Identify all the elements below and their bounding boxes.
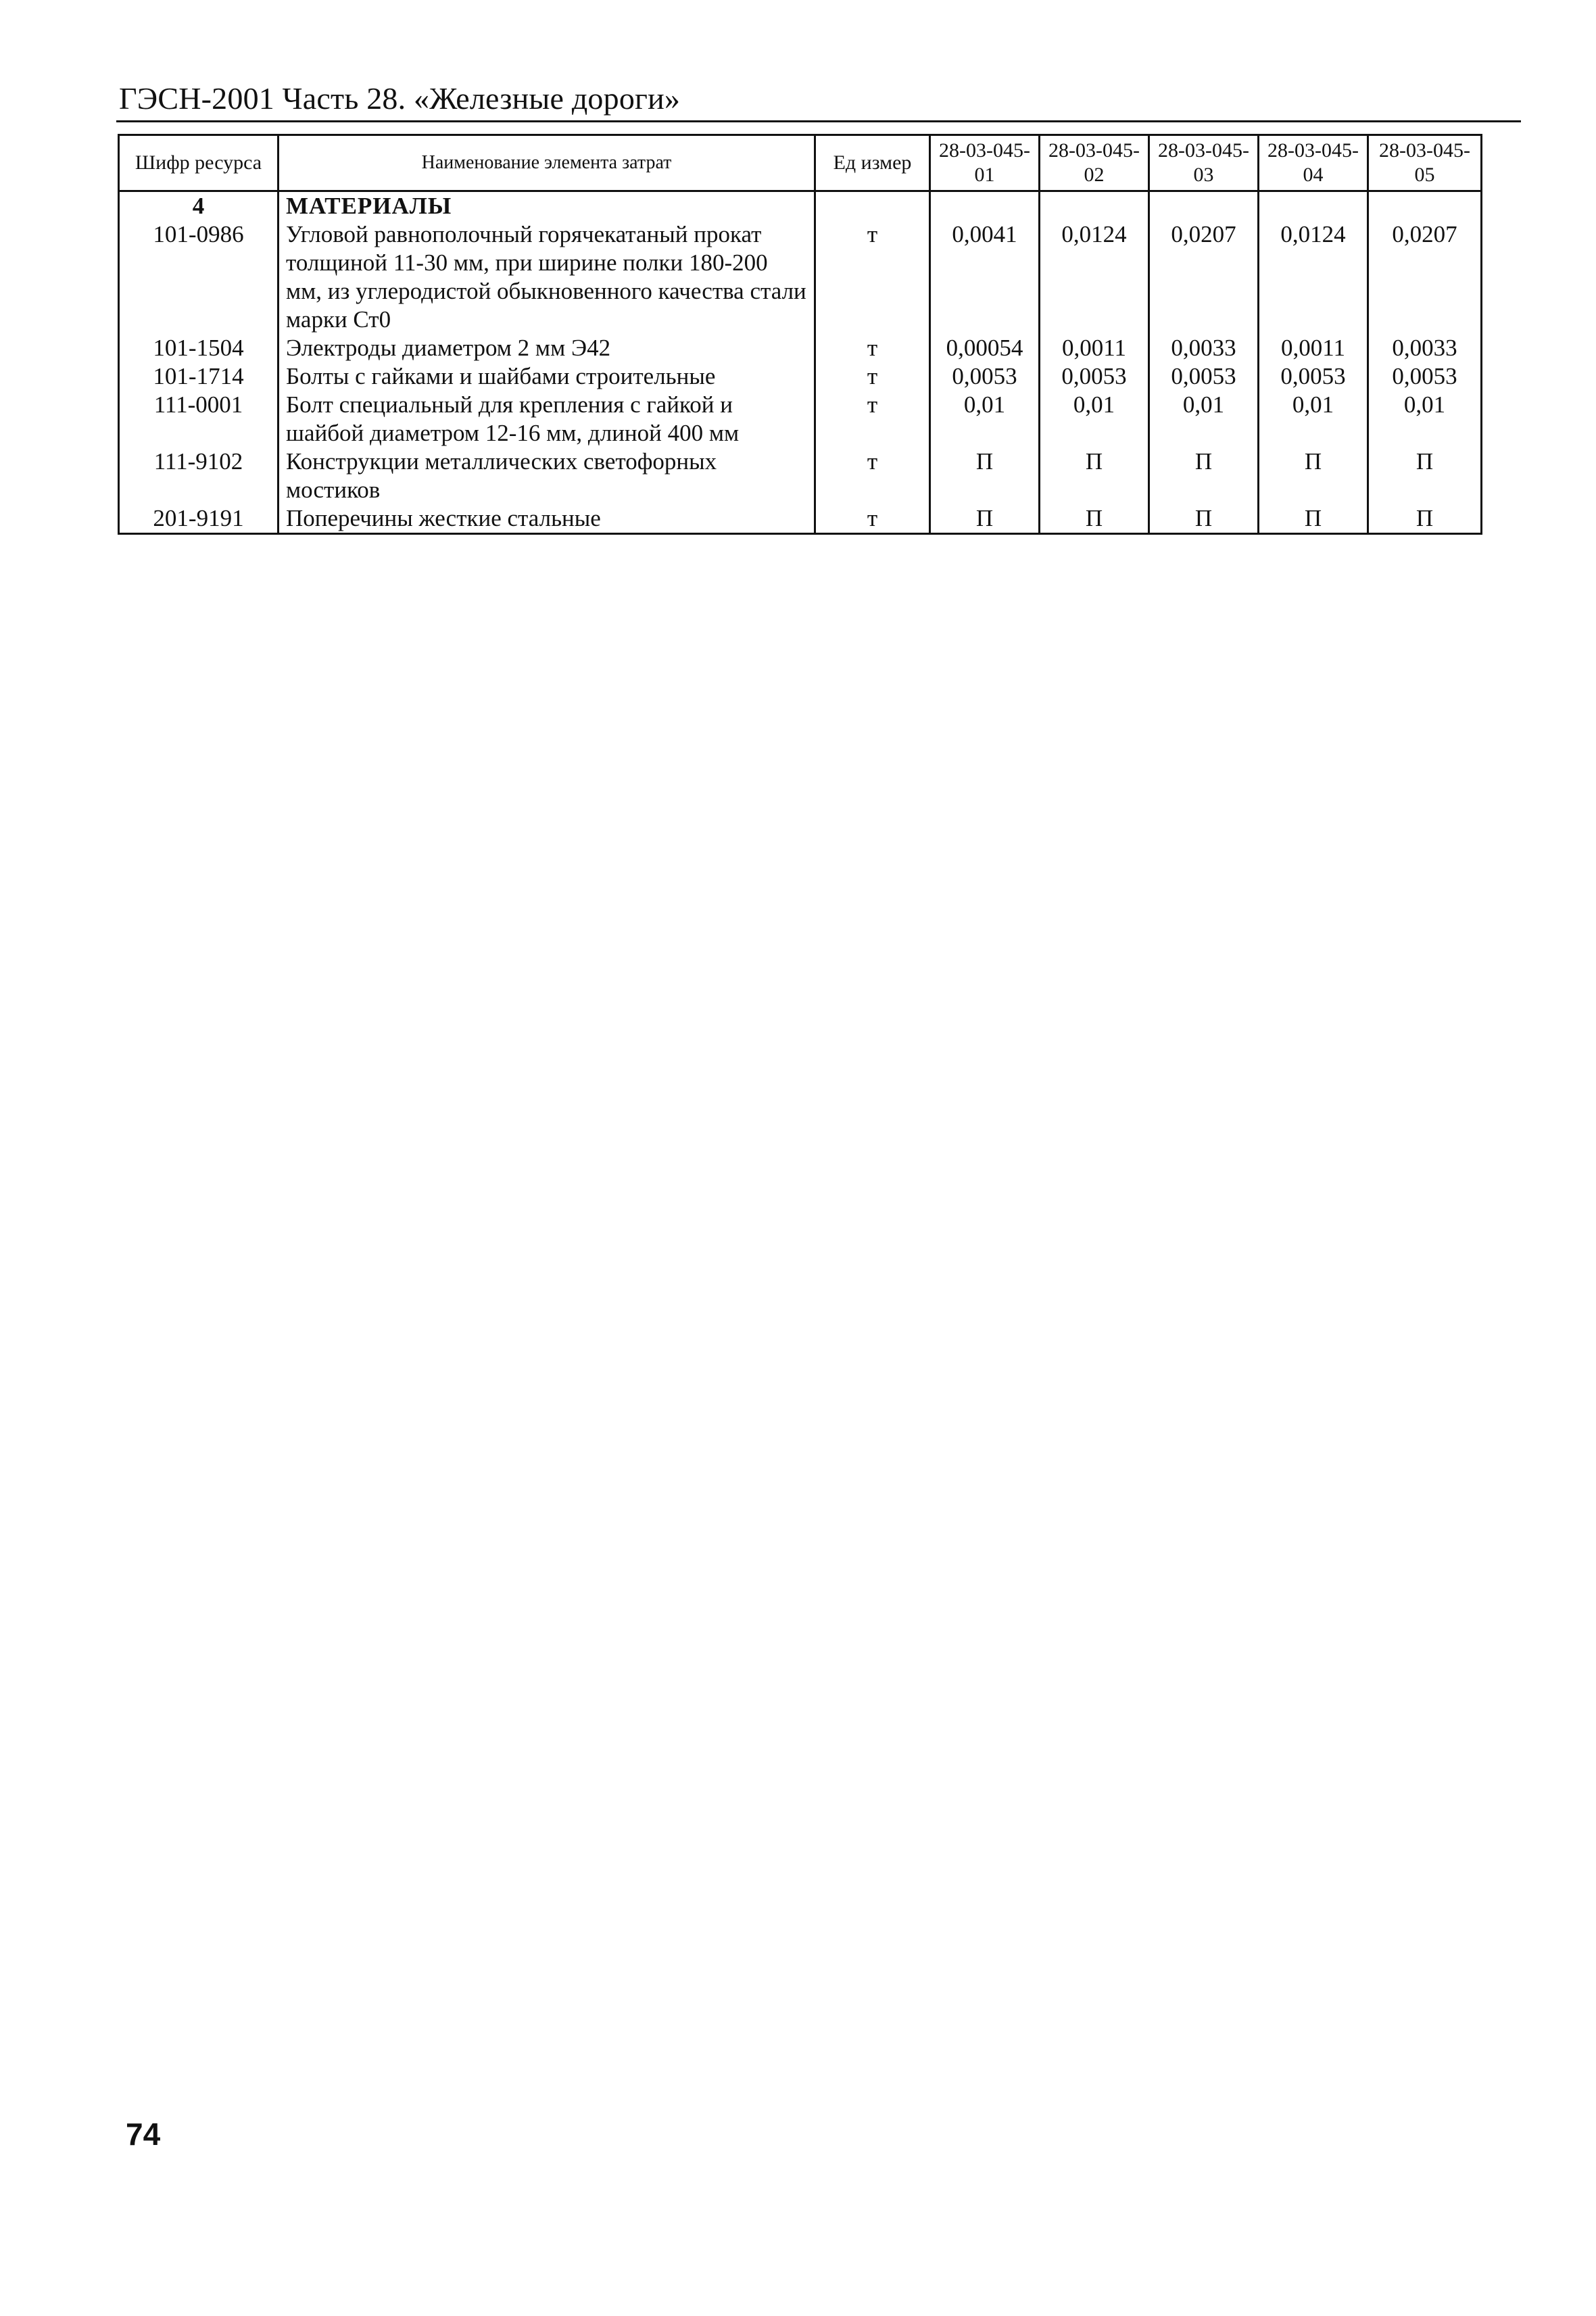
resource-code: 101-0986 (119, 220, 279, 334)
column-header-norm-5: 28-03-045-05 (1368, 135, 1482, 191)
header-divider (116, 120, 1521, 122)
resource-unit: т (815, 391, 930, 448)
section-code: 4 (119, 191, 279, 221)
resource-unit: т (815, 334, 930, 362)
norm-value: 0,01 (1368, 391, 1482, 448)
empty-cell (930, 191, 1040, 221)
page-title: ГЭСН-2001 Часть 28. «Железные дороги» (119, 81, 681, 116)
resource-code: 101-1714 (119, 362, 279, 391)
norm-value: 0,0053 (1149, 362, 1259, 391)
column-header-unit: Ед измер (815, 135, 930, 191)
resource-name: Угловой равнополочный горячекатаный прокат толщиной 11-30 мм, при ширине полки 180-200 мм, из углеродистой обыкновенного качества стали марки Ст0 (279, 220, 815, 334)
empty-cell (1149, 191, 1259, 221)
norm-value: 0,0011 (1040, 334, 1149, 362)
norm-value: 0,0053 (1368, 362, 1482, 391)
empty-cell (1259, 191, 1368, 221)
column-header-norm-2: 28-03-045-02 (1040, 135, 1149, 191)
empty-cell (815, 191, 930, 221)
column-header-name: Наименование элемента затрат (279, 135, 815, 191)
norm-value: П (1040, 504, 1149, 534)
resource-name: Электроды диаметром 2 мм Э42 (279, 334, 815, 362)
column-header-norm-1: 28-03-045-01 (930, 135, 1040, 191)
table-row (119, 391, 1482, 448)
section-row (119, 191, 1482, 221)
norm-value: П (1259, 504, 1368, 534)
table-header-row (119, 135, 1482, 191)
norm-value: 0,0124 (1259, 220, 1368, 334)
norm-value: 0,0053 (1259, 362, 1368, 391)
norm-value: 0,0033 (1368, 334, 1482, 362)
norm-value: 0,0011 (1259, 334, 1368, 362)
resource-name: Поперечины жесткие стальные (279, 504, 815, 534)
resource-name: Болты с гайками и шайбами строительные (279, 362, 815, 391)
norm-value: П (930, 504, 1040, 534)
norm-value: 0,01 (1259, 391, 1368, 448)
norm-value: П (1259, 448, 1368, 504)
norm-value: 0,0207 (1368, 220, 1482, 334)
norm-value: П (1149, 504, 1259, 534)
norm-value: 0,0124 (1040, 220, 1149, 334)
empty-cell (1040, 191, 1149, 221)
norm-value: 0,01 (1149, 391, 1259, 448)
resource-code: 201-9191 (119, 504, 279, 534)
page-number: 74 (126, 2117, 161, 2152)
resource-code: 101-1504 (119, 334, 279, 362)
table-row (119, 220, 1482, 334)
norm-value: 0,0041 (930, 220, 1040, 334)
resource-name: Болт специальный для крепления с гайкой и шайбой диаметром 12-16 мм, длиной 400 мм (279, 391, 815, 448)
norm-value: 0,0033 (1149, 334, 1259, 362)
norm-value: П (930, 448, 1040, 504)
section-title: МАТЕРИАЛЫ (279, 191, 815, 221)
norm-value: П (1368, 504, 1482, 534)
resource-code: 111-9102 (119, 448, 279, 504)
norm-value: 0,0207 (1149, 220, 1259, 334)
table-row (119, 362, 1482, 391)
materials-table (118, 134, 1482, 535)
resource-unit: т (815, 448, 930, 504)
column-header-norm-3: 28-03-045-03 (1149, 135, 1259, 191)
table-row (119, 334, 1482, 362)
norm-value: П (1040, 448, 1149, 504)
norm-value: 0,0053 (1040, 362, 1149, 391)
resource-code: 111-0001 (119, 391, 279, 448)
resource-unit: т (815, 220, 930, 334)
resource-unit: т (815, 504, 930, 534)
table-row (119, 448, 1482, 504)
norm-value: 0,0053 (930, 362, 1040, 391)
column-header-code: Шифр ресурса (119, 135, 279, 191)
resource-name: Конструкции металлических светофорных мостиков (279, 448, 815, 504)
empty-cell (1368, 191, 1482, 221)
norm-value: П (1368, 448, 1482, 504)
column-header-norm-4: 28-03-045-04 (1259, 135, 1368, 191)
norm-value: 0,00054 (930, 334, 1040, 362)
norm-value: 0,01 (930, 391, 1040, 448)
norm-value: П (1149, 448, 1259, 504)
resource-unit: т (815, 362, 930, 391)
table-row (119, 504, 1482, 534)
norm-value: 0,01 (1040, 391, 1149, 448)
